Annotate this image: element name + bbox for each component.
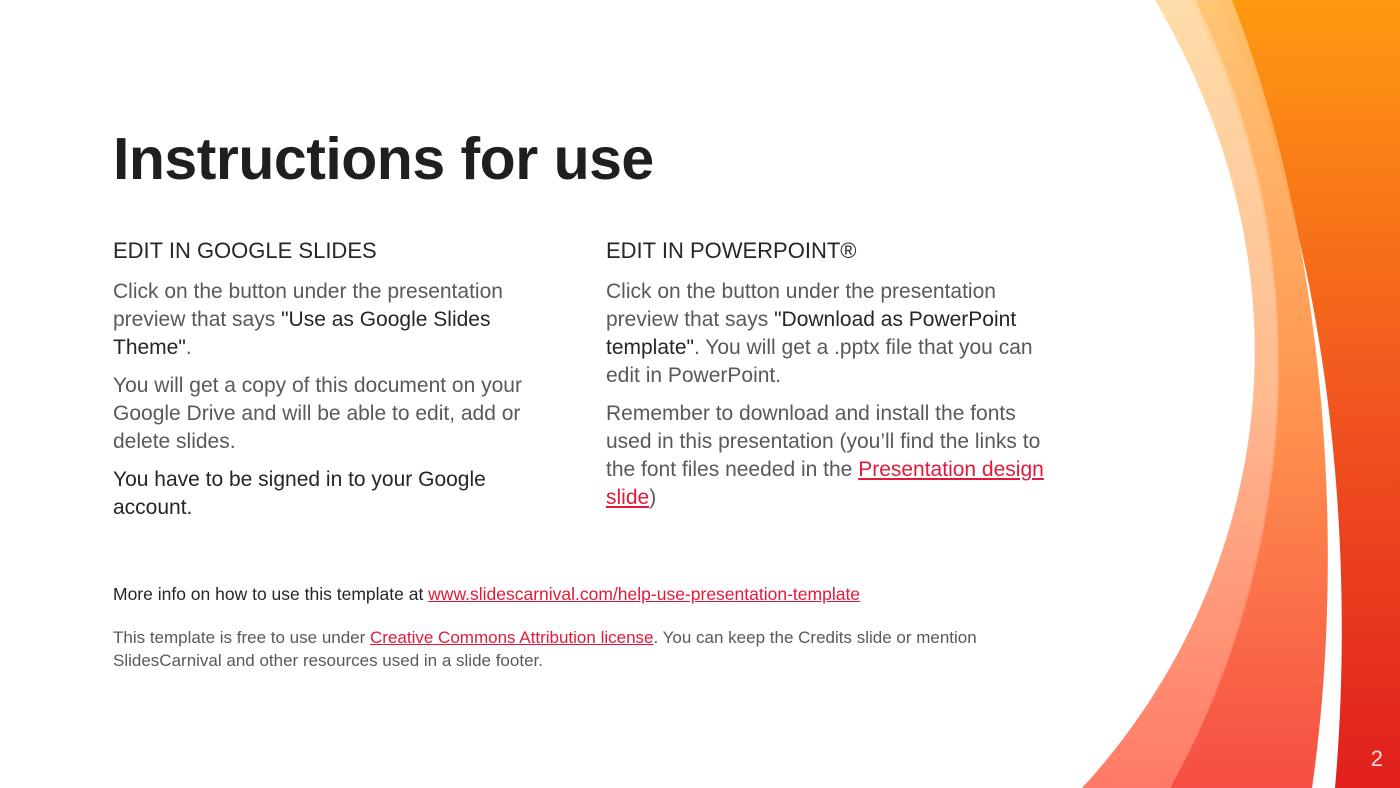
- powerpoint-button-label: "Download as PowerPoint template": [606, 308, 1017, 359]
- text-span: . You can keep the Credits slide or mention SlidesCarnival and other resources used in a slide footer.: [113, 628, 977, 670]
- text-span: Click on the button under the presentation preview that says: [113, 280, 503, 331]
- slide-title: Instructions for use: [113, 126, 654, 192]
- presentation-design-link[interactable]: Presentation design slide: [606, 458, 1044, 509]
- google-slides-step-1: [113, 278, 553, 362]
- text-span: ): [649, 486, 657, 509]
- text-span: More info on how to use this template at: [113, 584, 429, 604]
- google-slides-heading: EDIT IN GOOGLE SLIDES: [113, 238, 377, 263]
- google-slides-step-2: You will get a copy of this document on your Google Drive and will be able to edit, add or delete slides.: [113, 374, 522, 453]
- powerpoint-step-1: [606, 278, 1046, 390]
- page-number: 2: [1370, 746, 1383, 771]
- powerpoint-section: [606, 236, 1046, 522]
- creative-commons-link[interactable]: Creative Commons Attribution license: [370, 628, 654, 647]
- text-span: .: [185, 336, 192, 359]
- text-span: This template is free to use under: [113, 628, 371, 647]
- more-info-line: [113, 582, 860, 606]
- help-template-link[interactable]: www.slidescarnival.com/help-use-presentation-template: [428, 584, 861, 604]
- google-slides-note: You have to be signed in to your Google account.: [113, 468, 486, 519]
- license-note: [113, 626, 1013, 672]
- text-span: Remember to download and install the fonts used in this presentation (you’ll find the links to the font files needed in the: [606, 402, 1041, 481]
- powerpoint-step-2: [606, 400, 1046, 512]
- google-slides-section: [113, 236, 553, 532]
- text-span: Click on the button under the presentation preview that says: [606, 280, 996, 331]
- google-button-label: "Use as Google Slides Theme": [113, 308, 491, 359]
- text-span: . You will get a .pptx file that you can edit in PowerPoint.: [606, 336, 1033, 387]
- powerpoint-heading: EDIT IN POWERPOINT®: [606, 238, 857, 263]
